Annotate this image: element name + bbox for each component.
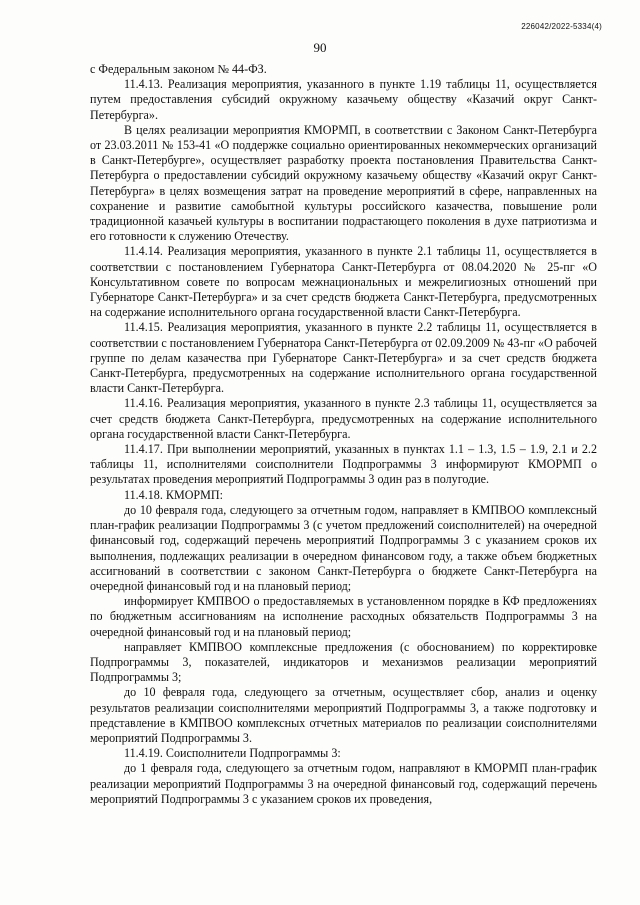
paragraph: направляет КМПВОО комплексные предложения (с обоснованием) по корректировке Подпрограммы 3, показателей, индикаторов и механизмов реализации мероприятий Подпрограммы 3; [90,639,597,685]
paragraph: до 10 февраля года, следующего за отчетным годом, направляет в КМПВОО комплексный план-график реализации Подпрограммы 3 (с учетом предложений соисполнителей) на очередной финансовый год, содержащий перечень мероприятий Подпрограммы 3 с указанием сроков их выполнения, подлежащих реализации в очередном финансовом году, а также объем бюджетных ассигнований в соответствии с законом Санкт-Петербурга о бюджете Санкт-Петербурга на очередной финансовый год и на плановый период; [90,502,597,593]
paragraph: 11.4.13. Реализация мероприятия, указанного в пункте 1.19 таблицы 11, осуществляется путем предоставления субсидий окружному казачьему обществу «Казачий округ Санкт-Петербурга». [90,77,597,122]
paragraph: 11.4.19. Соисполнители Подпрограммы 3: [124,746,341,761]
paragraph: до 1 февраля года, следующего за отчетным годом, направляют в КМОРМП план-график реализации мероприятий Подпрограммы 3 на очередной финансовый год, содержащий перечень мероприятий Подпрограммы 3 с указанием сроков их проведения, [90,761,597,806]
document-body [90,62,597,807]
paragraph: 11.4.18. КМОРМП: [124,487,224,502]
paragraph: до 10 февраля года, следующего за отчетным, осуществляет сбор, анализ и оценку результатов реализации соисполнителями мероприятий Подпрограммы 3, а также подготовку и представление в КМПВОО комплексных отчетных материалов по реализации соисполнителями мероприятий Подпрограммы 3. [90,685,597,745]
paragraph: 11.4.17. При выполнении мероприятий, указанных в пунктах 1.1 – 1.3, 1.5 – 1.9, 2.1 и 2.2 таблицы 11, исполнителями соисполнители Подпрограммы 3 информируют КМОРМП о результатах проведения мероприятий Подпрограммы 3 один раз в полугодие. [90,442,597,487]
document-registration-number: 226042/2022-5334(4) [521,22,602,31]
paragraph: 11.4.15. Реализация мероприятия, указанного в пункте 2.2 таблицы 11, осуществляется в соответствии с постановлением Губернатора Санкт-Петербурга от 02.09.2009 № 43-пг «О рабочей группе по делам казачества при Губернаторе Санкт-Петербурга» и за счет средств бюджета Санкт-Петербурга, предусмотренных на содержание исполнительного органа государственной власти Санкт-Петербурга. [90,320,597,396]
page-number: 90 [313,40,327,55]
paragraph: с Федеральным законом № 44-ФЗ. [90,62,267,76]
paragraph: 11.4.14. Реализация мероприятия, указанного в пункте 2.1 таблицы 11, осуществляется в соответствии с постановлением Губернатора Санкт-Петербурга от 08.04.2020 № 25-пг «О Консультативном совете по вопросам межнациональных и межрелигиозных отношений при Губернаторе Санкт-Петербурга» и за счет средств бюджета Санкт-Петербурга, предусмотренных на содержание исполнительного органа государственной власти Санкт-Петербурга. [90,244,597,320]
paragraph: 11.4.16. Реализация мероприятия, указанного в пункте 2.3 таблицы 11, осуществляется за счет средств бюджета Санкт-Петербурга, предусмотренных на содержание исполнительного органа государственной власти Санкт-Петербурга. [90,396,597,441]
paragraph: В целях реализации мероприятия КМОРМП, в соответствии с Законом Санкт-Петербурга от 23.03.2011 № 153-41 «О поддержке социально ориентированных некоммерческих организаций в Санкт-Петербурге», осуществляет разработку проекта постановления Правительства Санкт-Петербурга о предоставлении субсидий окружному казачьему обществу «Казачий округ Санкт-Петербурга» в целях возмещения затрат на проведение мероприятий в сфере, направленных на сохранение и развитие самобытной культуры российского казачества, повышение роли традиционной казачьей культуры в воспитании подрастающего поколения в духе патриотизма и его готовности к служению Отечеству. [90,122,597,244]
paragraph: информирует КМПВОО о предоставляемых в установленном порядке в КФ предложениях по бюджетным ассигнованиям на исполнение расходных обязательств Подпрограммы 3 на очередной финансовый год и на плановый период; [90,594,597,639]
